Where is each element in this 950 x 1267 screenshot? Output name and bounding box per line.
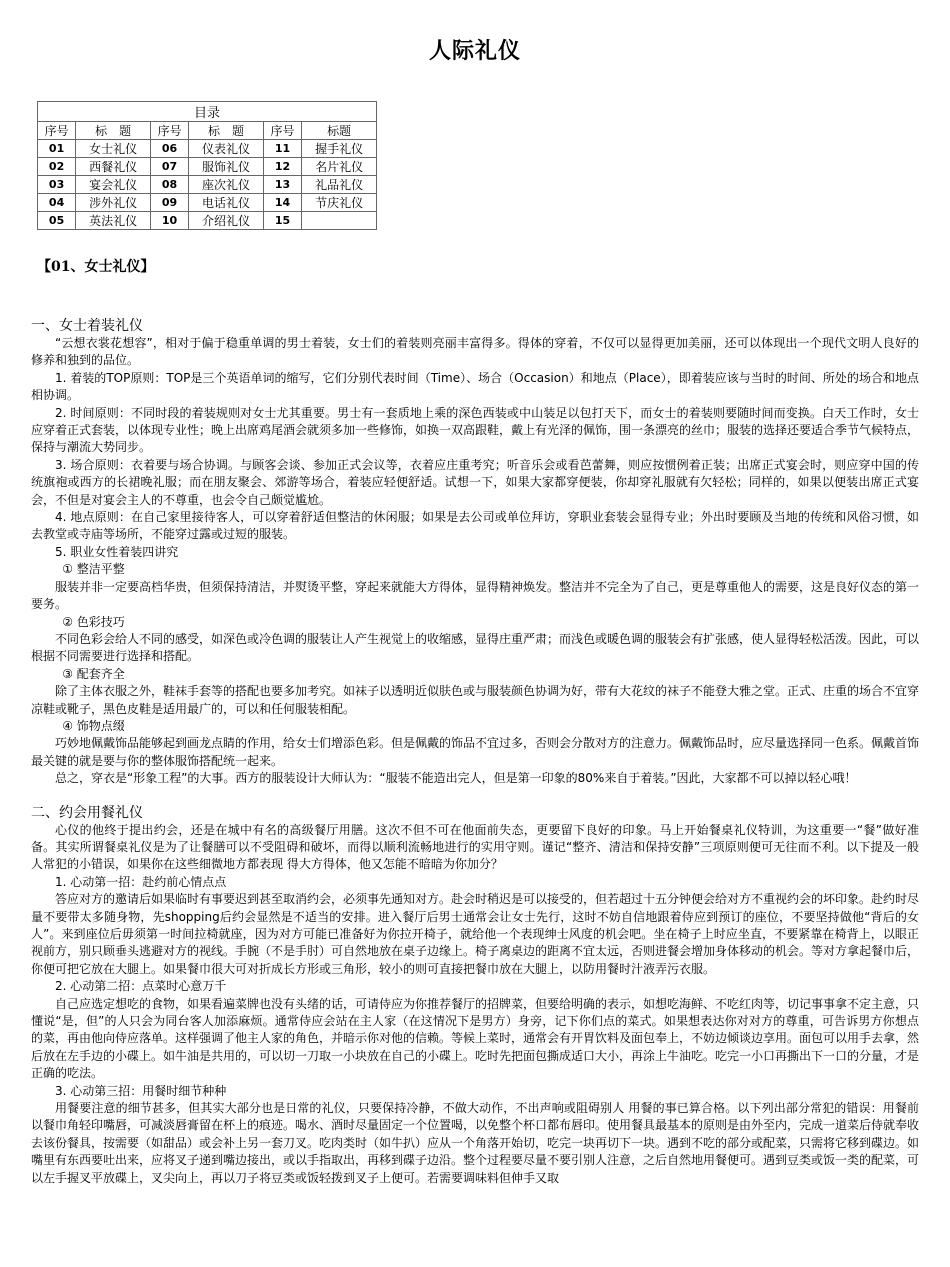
spacer	[31, 788, 919, 804]
subheading: ③ 配套齐全	[62, 666, 125, 681]
toc-caption: 目录	[38, 102, 377, 122]
toc-link[interactable]: 仪表礼仪	[189, 140, 264, 158]
toc-number: 01	[38, 140, 76, 158]
subheading: ② 色彩技巧	[62, 614, 125, 629]
toc-header-row	[38, 122, 377, 140]
toc-row	[38, 158, 377, 176]
toc-link[interactable]: 握手礼仪	[302, 140, 377, 158]
table-of-contents	[37, 101, 377, 230]
toc-row	[38, 140, 377, 158]
paragraph: 心仪的他终于提出约会，还是在城中有名的高级餐厅用膳。这次不但不可在他面前失态，更要留下良好的印象。马上开始餐桌礼仪特训，为这重要一“餐”做好准备。其实所谓餐桌礼仪是为了让餐膳可以不受阻碍和破坏，而得以顺利流畅地进行的实用守则。谨记“整齐、清洁和保持安静”三项原则便可无往而不利。以下提及一般人常犯的小错误，如果你在这些细微地方都表现 得大方得体，他又怎能不暗暗为你加分？	[31, 822, 919, 872]
toc-number: 02	[38, 158, 76, 176]
subheading: 2. 心动第二招：点菜时心意万千	[55, 979, 227, 994]
paragraph: 用餐要注意的细节甚多，但其实大部分也是日常的礼仪，只要保持冷静，不做大动作，不出声响或阻碍别人 用餐的事已算合格。以下列出部分常犯的错误：用餐前以餐巾角轻印嘴唇，可减淡唇膏留在杯上的痕迹。喝水、酒时尽量固定一个位置喝，以免整个杯口都布唇印。使用餐具最基本的原则是由外至内，完成一道菜后侍就奉收去该份餐具，按需要（如甜品）或会补上另一套刀叉。吃肉类时（如牛扒）应从一个角落开始切，吃完一块再切下一块。遇到不吃的部分或配菜，只需将它移到碟边。如嘴里有东西要吐出来，应将叉子递到嘴边接出，或以手指取出，再移到碟子边沿。整个过程要尽量不要引别人注意，之后自然地用餐便可。遇到豆类或饭一类的配菜，可以左手握叉平放碟上，叉尖向上，再以刀子将豆类或饭轻拨到叉子上便可。若需要调味料但伸手又取	[31, 1101, 919, 1185]
toc-link[interactable]: 节庆礼仪	[302, 194, 377, 212]
toc-number: 03	[38, 176, 76, 194]
toc-link[interactable]: 电话礼仪	[189, 194, 264, 212]
paragraph: 自己应选定想吃的食物，如果看遍菜牌也没有头绪的话，可请侍应为你推荐餐厅的招牌菜，但要给明确的表示，如想吃海鲜、不吃红肉等，切记事事拿不定主意，只懂说“是，但”的人只会为同台客人加添麻烦。通常侍应会站在主人家（在这情况下是男方）身旁，记下你们点的菜式。如果想表达你对对方的尊重，可告诉男方你想点的菜，再由他向侍应落单。这样强调了他主人家的角色，并暗示你对他的信赖。等候上菜时，通常会有开胃饮料及面包奉上，不妨边倾谈边享用。面包可以用手去拿，然后放在左手边的小碟上。如牛油是共用的，可以切一刀取一小块放在自己的小碟上。吃时先把面包撕成适口大小，再涂上牛油吃。吃完一小口再撕出下一口的分量，才是正确的吃法。	[31, 996, 919, 1081]
toc-header: 序号	[150, 122, 188, 140]
toc-number: 12	[263, 158, 301, 176]
paragraph: 答应对方的邀请后如果临时有事要迟到甚至取消约会，必须事先通知对方。赴会时稍迟是可以接受的，但若超过十五分钟便会给对方不重视约会的坏印象。赴约时尽量不要带太多随身物，先shopping后约会显然是不适当的安排。进入餐厅后男士通常会让女士先行，这时不妨自信地跟着侍应到预订的座位，不要坚持做他“背后的女人”。来到座位后毋须第一时间拉椅就座，因为对方可能已准备好为你拉开椅子，就给他一个表现绅士风度的机会吧。坐在椅子上时应坐直，不要紧靠在椅背上，以眼正视前方，别只顾垂头逃避对方的视线。手腕（不是手肘）可自然地放在桌子边缘上。椅子离桌边的距离不宜太远，否则进餐会增加身体移动的机会。等对方拿起餐巾后，你便可把它放在大腿上。如果餐巾很大可对折成长方形或三角形，较小的则可直接把餐巾放在大腿上，以防用餐时汁液弄污衣服。	[31, 892, 919, 976]
toc-link[interactable]: 服饰礼仪	[189, 158, 264, 176]
toc-number: 04	[38, 194, 76, 212]
toc-row	[38, 194, 377, 212]
subheading: 1. 心动第一招：赴约前心情点点	[55, 874, 227, 889]
toc-link[interactable]: 座次礼仪	[189, 176, 264, 194]
toc-row	[38, 212, 377, 230]
toc-number: 07	[150, 158, 188, 176]
toc-link[interactable]: 女士礼仪	[76, 140, 151, 158]
paragraph: 总之，穿衣是“形象工程”的大事。西方的服装设计大师认为：“服装不能造出完人，但是第一印象的80%来自于着装。”因此，大家都不可以掉以轻心哦！	[55, 771, 857, 786]
toc-number: 05	[38, 212, 76, 230]
toc-header: 标 题	[76, 122, 151, 140]
toc-link[interactable]: 涉外礼仪	[76, 194, 151, 212]
paragraph: 3. 场合原则：衣着要与场合协调。与顾客会谈、参加正式会议等，衣着应庄重考究；听音乐会或看芭蕾舞，则应按惯例着正装；出席正式宴会时，则应穿中国的传统旗袍或西方的长裙晚礼服；而在朋友聚会、郊游等场合，着装应轻便舒适。试想一下，如果大家都穿便装，你却穿礼服就有欠轻松；同样的，如果以便装出席正式宴会，不但是对宴会主人的不尊重，也会令自己颇觉尴尬。	[31, 457, 919, 507]
toc-header: 序号	[38, 122, 76, 140]
toc-number: 08	[150, 176, 188, 194]
toc-number: 14	[263, 194, 301, 212]
toc-link[interactable]: 礼品礼仪	[302, 176, 377, 194]
paragraph: 1. 着装的TOP原则：TOP是三个英语单词的缩写，它们分别代表时间（Time）、场合（Occasion）和地点（Place），即着装应该与当时的时间、所处的场合和地点相协调。	[31, 370, 919, 403]
paragraph: 服装并非一定要高档华贵，但须保持清洁，并熨烫平整，穿起来就能大方得体，显得精神焕发。整洁并不完全为了自己，更是尊重他人的需要，这是良好仪态的第一要务。	[31, 579, 919, 612]
paragraph: “云想衣裳花想容”，相对于偏于稳重单调的男士着装，女士们的着装则亮丽丰富得多。得体的穿着，不仅可以显得更加美丽，还可以体现出一个现代文明人良好的修养和独到的品位。	[31, 336, 919, 368]
paragraph: 5. 职业女性着装四讲究	[55, 544, 179, 559]
part1-heading: 一、女士着装礼仪	[31, 318, 143, 334]
toc-header: 序号	[263, 122, 301, 140]
paragraph: 除了主体衣服之外，鞋袜手套等的搭配也要多加考究。如袜子以透明近似肤色或与服装颜色协调为好，带有大花纹的袜子不能登大雅之堂。正式、庄重的场合不宜穿凉鞋或靴子，黑色皮鞋是适用最广的，可以和任何服装相配。	[31, 684, 919, 716]
toc-link[interactable]: 宴会礼仪	[76, 176, 151, 194]
paragraph: 4. 地点原则：在自己家里接待客人，可以穿着舒适但整洁的休闲服；如果是去公司或单位拜访，穿职业套装会显得专业；外出时要顾及当地的传统和风俗习惯，如去教堂或寺庙等场所，不能穿过露或过短的服装。	[31, 510, 919, 542]
toc-link[interactable]: 英法礼仪	[76, 212, 151, 230]
toc-number: 09	[150, 194, 188, 212]
toc-link[interactable]	[302, 212, 377, 230]
subheading: ① 整洁平整	[62, 562, 125, 577]
paragraph: 不同色彩会给人不同的感受，如深色或冷色调的服装让人产生视觉上的收缩感，显得庄重严肃；而浅色或暖色调的服装会有扩张感，使人显得轻松活泼。因此，可以根据不同需要进行选择和搭配。	[31, 631, 919, 664]
part2-heading: 二、约会用餐礼仪	[31, 804, 143, 821]
toc-link[interactable]: 西餐礼仪	[76, 158, 151, 176]
subheading: 3. 心动第三招：用餐时细节种种	[55, 1083, 227, 1098]
paragraph: 2. 时间原则：不同时段的着装规则对女士尤其重要。男士有一套质地上乘的深色西装或中山装足以包打天下，而女士的着装则要随时间而变换。白天工作时，女士应穿着正式套装，以体现专业性；晚上出席鸡尾酒会就须多加一些修饰，如换一双高跟鞋，戴上有光泽的佩饰，围一条漂亮的丝巾；服装的选择还要适合季节气候特点，保持与潮流大势同步。	[31, 405, 919, 455]
document-title: 人际礼仪	[428, 38, 521, 64]
toc-number: 11	[263, 140, 301, 158]
toc-row	[38, 176, 377, 194]
section-heading: 【01、女士礼仪】	[37, 259, 155, 275]
toc-number: 06	[150, 140, 188, 158]
paragraph: 巧妙地佩戴饰品能够起到画龙点睛的作用，给女士们增添色彩。但是佩戴的饰品不宜过多，否则会分散对方的注意力。佩戴饰品时，应尽量选择同一色系。佩戴首饰最关键的就是要与你的整体服饰搭配统一起来。	[31, 736, 919, 768]
toc-link[interactable]: 名片礼仪	[302, 158, 377, 176]
body-text	[31, 317, 919, 1267]
toc-number: 10	[150, 212, 188, 230]
toc-header: 标题	[302, 122, 377, 140]
toc-link[interactable]: 介绍礼仪	[189, 212, 264, 230]
subheading: ④ 饰物点缀	[62, 718, 125, 733]
toc-number: 15	[263, 212, 301, 230]
toc-header: 标 题	[189, 122, 264, 140]
toc-number: 13	[263, 176, 301, 194]
